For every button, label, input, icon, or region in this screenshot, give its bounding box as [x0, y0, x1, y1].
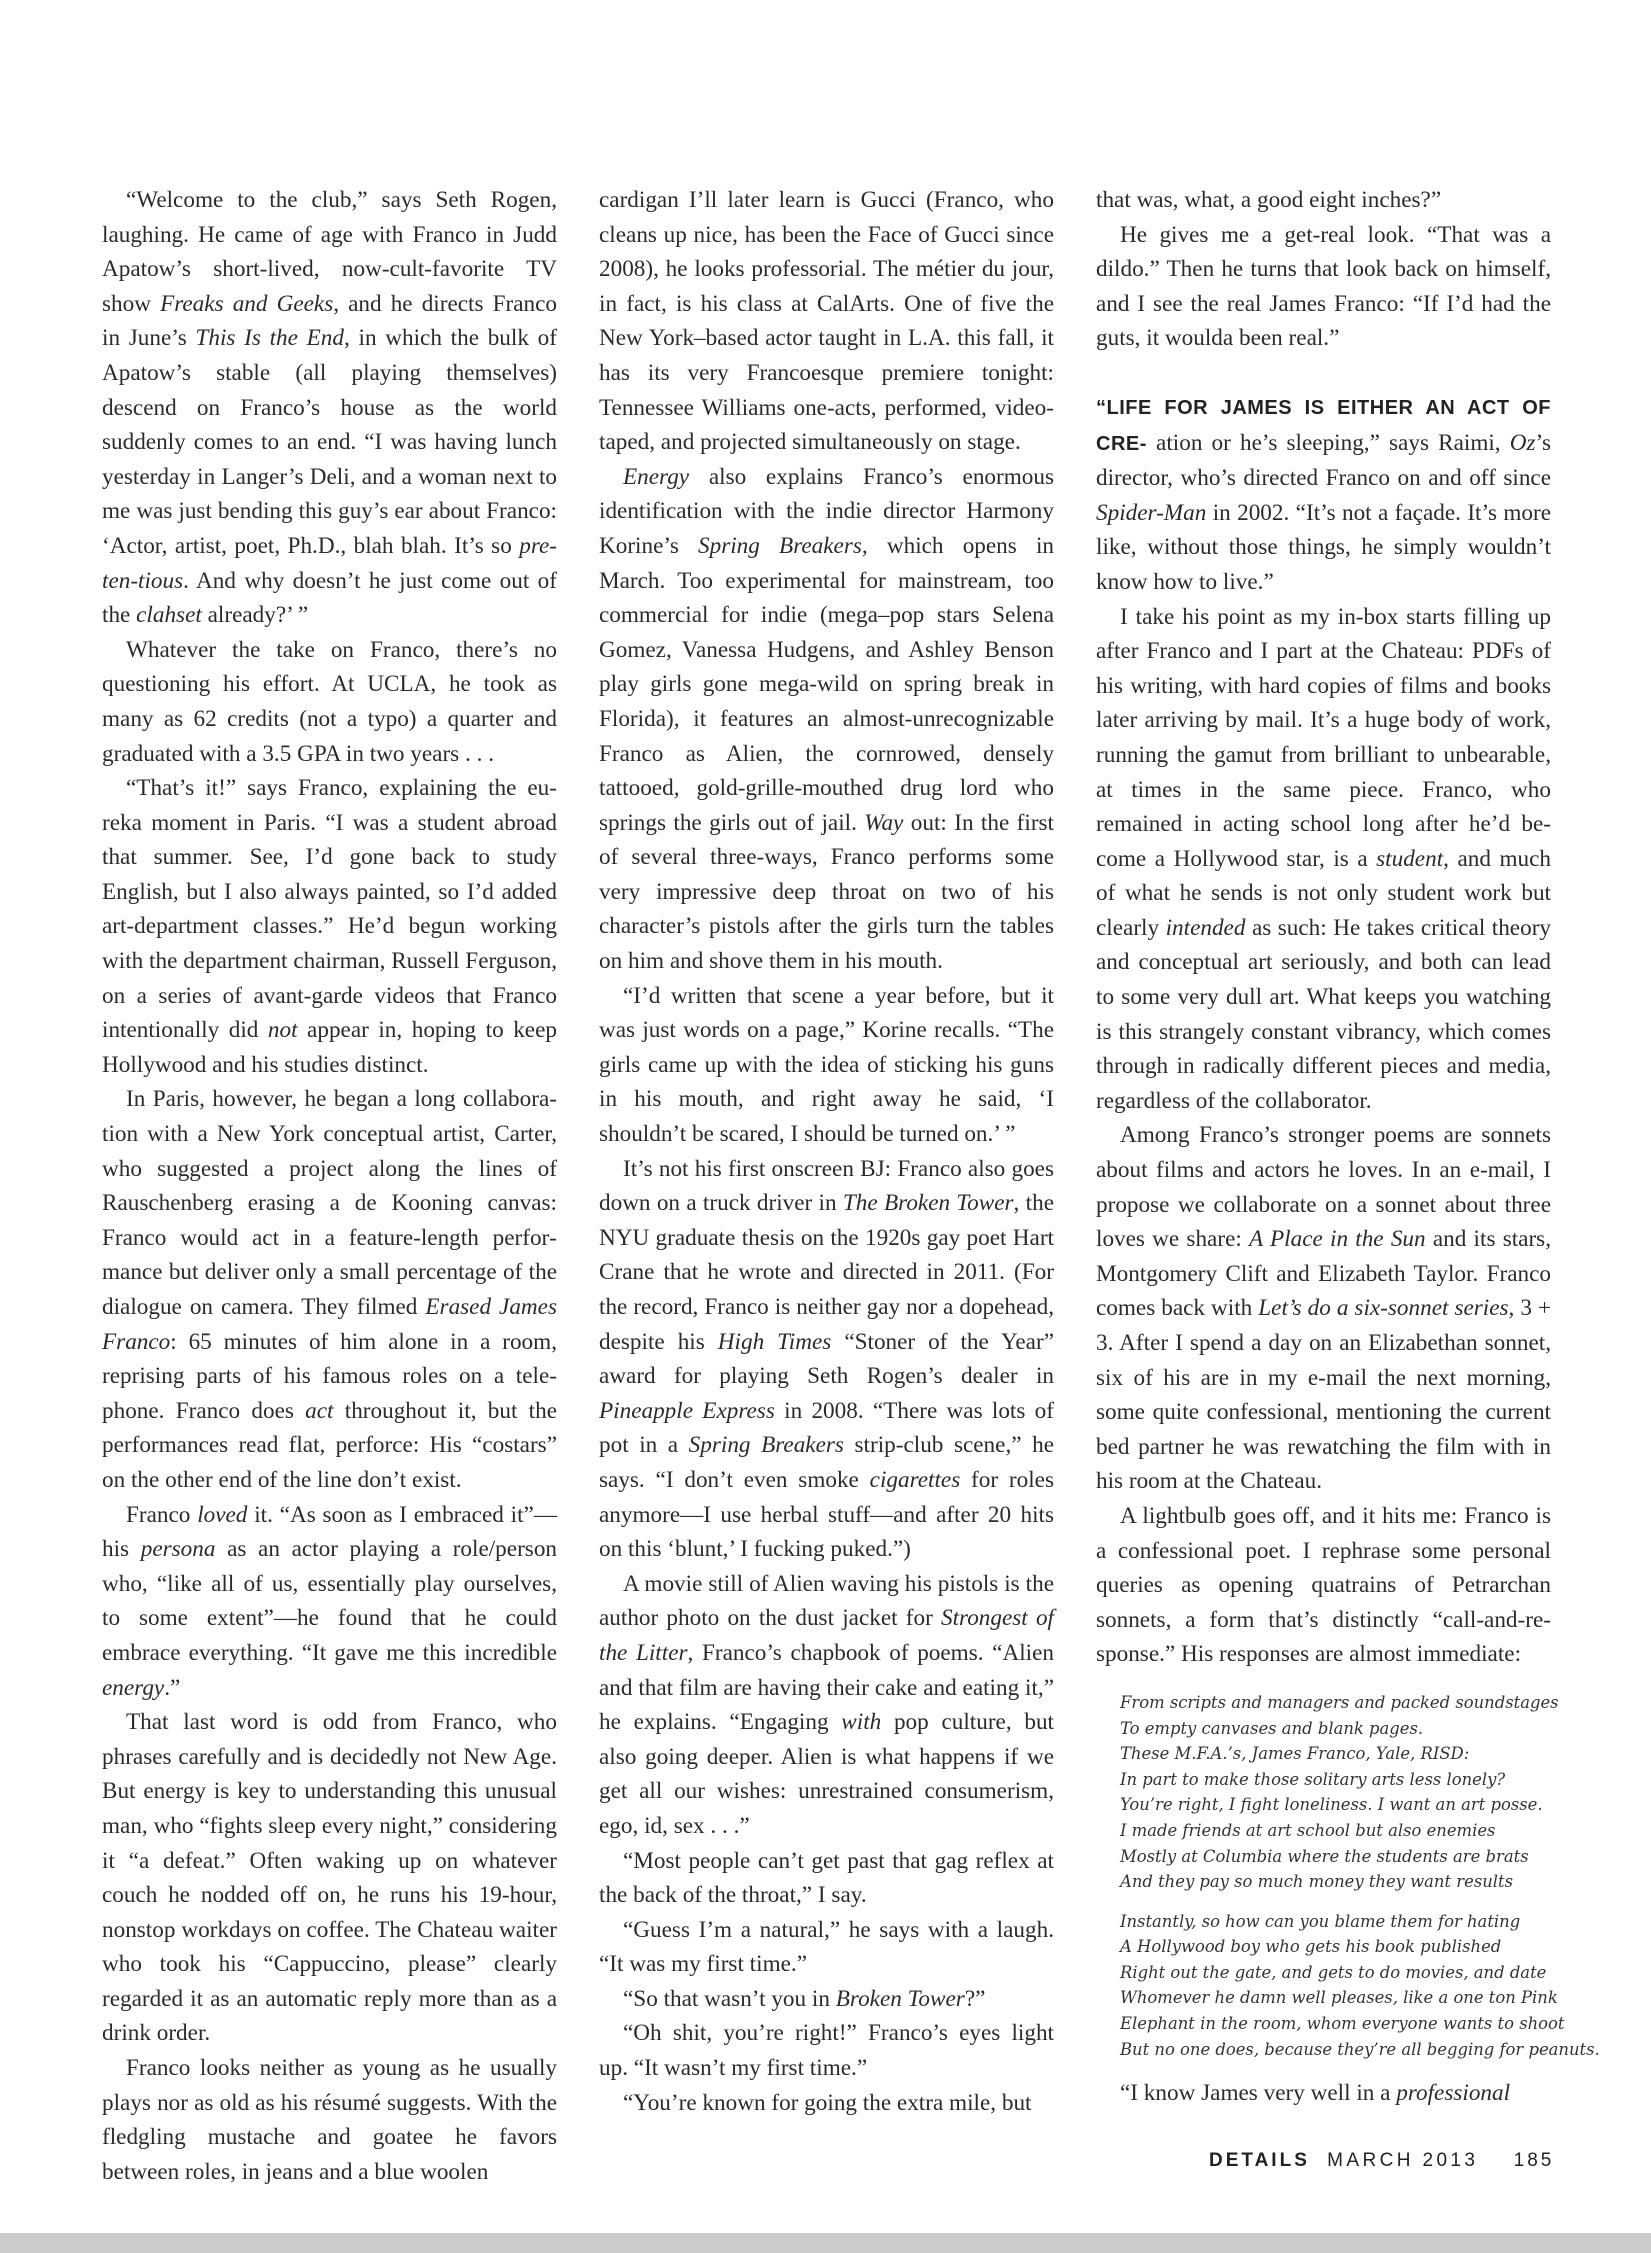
text-run: Franco [126, 1501, 198, 1528]
text-run: That last word is odd from Franco, who phrases carefully and is decidedly not New Age. But energy is key to understanding this unusual man, who “fights sleep every night,” considering it “a defeat.” Often waking up on whatever couch he nodded off on, he runs his 19-hour, nonstop workdays on coffee. The Chateau waiter who took his “Cappuccino, please” clearly regarded it as an automatic reply more than as a drink order. [102, 1709, 557, 2047]
article-column-1 [102, 183, 557, 2189]
article-paragraph [599, 2016, 1054, 2085]
article-paragraph [599, 1152, 1054, 1567]
text-run: “Guess I’m a natural,” he says with a laugh. “It was my first time.” [599, 1916, 1054, 1978]
text-run: .” [164, 1674, 181, 1701]
poem-line: From scripts and managers and packed soundstages [1120, 1692, 1559, 1712]
text-run: He gives me a get-real look. “That was a dildo.” Then he turns that look back on himself, and I see the real James Franco: “If I’d had the guts, it woulda been real.” [1096, 221, 1551, 352]
italic-text: A Place in the Sun [1249, 1226, 1426, 1253]
column-3-body [1096, 600, 1551, 1672]
article-paragraph [599, 979, 1054, 1152]
italic-text: Oz [1509, 429, 1536, 456]
text-run: which opens in March. Too experimental for mainstream, too commercial for indie (mega–pop stars Selena Gomez, Vanessa Hudgens, and Ashley Benson play girls gone mega-wild on spring break in Florida), it features an almost-unrecognizable Franco as Alien, the cornrowed, densely tattooed, gold-grille-mouthed drug lord who springs the girls out of jail. [599, 532, 1054, 836]
article-paragraph [102, 2051, 557, 2189]
italic-text: pre-ten-tious [102, 532, 557, 594]
italic-text: Spring Breakers [688, 1432, 844, 1459]
article-paragraph [1096, 1118, 1551, 1499]
text-run: “I’d written that scene a year before, but it was just words on a page,” Korine recalls. “The girls came up with the idea of sticking his guns in his mouth, and right away he said, ‘I shouldn’t be scared, I should be turned on.’ ” [599, 982, 1054, 1148]
article-column-3 [1096, 183, 1600, 2111]
italic-text: Erased James Franco [102, 1294, 557, 1355]
text-run: “That’s it!” says Franco, explaining the eureka moment in Paris. “I was a student abroad that summer. See, I’d gone back to study English, but I also always painted, so I’d added art-department classes.” He’d begun working with the department chairman, Russell Ferguson, on a series of avant-garde videos that Franco intentionally did [102, 775, 557, 1044]
text-run: in 2008. “There was lots of pot in a [599, 1397, 1054, 1459]
italic-text: Let’s do a six-sonnet series, [1258, 1295, 1515, 1322]
text-run: A movie still of Alien waving his pistols is the author photo on the dust jacket for [599, 1570, 1054, 1632]
poem-line: But no one does, because they’re all begging for peanuts. [1120, 2039, 1600, 2059]
article-paragraph [1096, 218, 1551, 356]
article-paragraph [599, 1982, 1054, 2017]
poem-line: And they pay so much money they want results [1120, 1872, 1514, 1892]
italic-text: Spring Breakers, [698, 532, 868, 559]
italic-text: Strongest of the Litter [599, 1605, 1054, 1666]
text-run: out: In the first of several three-ways, Franco performs some very impressive deep throat on two of his character’s pistols after the girls turn the tables on him and shove them in his mouth. [599, 809, 1055, 975]
text-run: for roles anymore—I use herbal stuff—and after 20 hits on this ‘blunt,’ I fucking puked.”) [599, 1466, 1054, 1563]
text-run: . And why doesn’t he just come out of the [102, 567, 557, 629]
article-paragraph [599, 460, 1054, 979]
text-run: in 2002. “It’s not a façade. It’s more like, without those things, he simply wouldn’t know how to live.” [1096, 499, 1551, 595]
poem-line: These M.F.A.’s, James Franco, Yale, RISD: [1120, 1744, 1470, 1764]
page-number: 185 [1513, 2150, 1555, 2171]
text-run: 3 + 3. After I spend a day on an Elizabethan sonnet, six of his are in my e-mail the next morning, some quite confessional, mentioning the current bed partner he was rewatching the film with in his room at the Chateau. [1096, 1295, 1552, 1495]
magazine-name: DETAILS [1209, 2150, 1310, 2171]
column-3-opening [1096, 183, 1551, 356]
italic-text: Freaks and Geeks [160, 290, 334, 317]
poem-line: Elephant in the room, whom everyone wants to shoot [1120, 2014, 1565, 2034]
italic-text: Broken Tower [835, 1985, 965, 2012]
text-run: also explains Franco’s enormous identification with the indie director Harmony Korine’s [599, 463, 1054, 559]
article-paragraph [102, 771, 557, 1082]
article-paragraph [599, 1913, 1054, 1982]
sonnet-excerpt [1120, 1690, 1600, 2062]
italic-text: clahset [136, 602, 202, 629]
italic-text: This Is the End [195, 325, 344, 352]
italic-text: persona [140, 1536, 216, 1563]
text-run: , in which the bulk of Apatow’s stable (all playing themselves) descend on Franco’s house as the world suddenly comes to an end. “I was having lunch yesterday in Langer’s Deli, and a woman next to me was just bending this guy’s ear about Franco: ‘Actor, artist, poet, Ph.D., blah blah. It’s so [102, 325, 557, 559]
italic-text: with [841, 1709, 882, 1736]
article-column-2 [599, 183, 1054, 2120]
text-run: “Most people can’t get past that gag reflex at the back of the throat,” I say. [599, 1847, 1054, 1909]
issue-date: MARCH 2013 [1327, 2150, 1479, 2171]
text-run: “You’re known for going the extra mile, but [623, 2089, 1032, 2116]
italic-text: High Times [717, 1328, 832, 1355]
text-run: as such: He takes critical theory and conceptual art seriously, and both can lead to some very dull art. What keeps you watching is this strangely constant vibrancy, which comes through in radically different pieces and media, regardless of the collaborator. [1096, 914, 1552, 1114]
poem-stanza [1120, 1909, 1600, 2063]
text-run: and its stars, Montgomery Clift and Elizabeth Taylor. Franco comes back with [1096, 1226, 1551, 1322]
text-run: “So that wasn’t you in [623, 1985, 836, 2012]
text-run: I take his point as my in-box starts filling up after Franco and I part at the Chateau: PDFs of his writing, with hard copies of films and books later arriving by mail. It’s a huge body of work, running the gamut from brilliant to unbearable, at times in the same piece. Franco, who remained in acting school long after he’d become a Hollywood star, is a [1096, 603, 1551, 872]
text-run: ?” [964, 1985, 986, 2012]
article-paragraph [599, 1567, 1054, 1844]
italic-text: energy [102, 1674, 165, 1701]
text-run: throughout it, but the performances read flat, perforce: His “costars” on the other end of the line don’t exist. [102, 1397, 557, 1493]
article-paragraph [102, 1082, 557, 1497]
closing-paragraph [1096, 2076, 1551, 2111]
italic-text: professional [1396, 2080, 1511, 2107]
text-run: It’s not his first onscreen BJ: Franco also goes down on a truck driver in [599, 1155, 1054, 1217]
italic-text: student [1376, 845, 1444, 872]
text-run: ation or he’s sleeping,” says Raimi, [1156, 429, 1510, 456]
text-run: as an actor playing a role/person who, “like all of us, essentially play ourselves, to some extent”—he found that he could embrace everything. “It gave me this incredible [102, 1536, 558, 1666]
article-paragraph [599, 2086, 1054, 2121]
text-run: In Paris, however, he began a long collaboration with a New York conceptual artist, Carter, who suggested a project along the lines of Rauschenberg erasing a de Kooning canvas: Franco would act in a feature-length performance but deliver only a small percentage of the dialogue on camera. They filmed [102, 1086, 557, 1320]
text-run: , Franco’s chapbook of poems. “Alien and that film are having their cake and eating it,” he explains. “Engaging [599, 1639, 1054, 1736]
article-paragraph [1096, 183, 1551, 218]
article-paragraph [599, 183, 1054, 460]
italic-text: cigarettes [869, 1466, 961, 1493]
article-paragraph [102, 633, 557, 771]
article-paragraph [1096, 1499, 1551, 1672]
text-run: cardigan I’ll later learn is Gucci (Franco, who cleans up nice, has been the Face of Gucci since 2008), he looks professorial. The métier du jour, in fact, is his class at CalArts. One of five the New York–based actor taught in L.A. this fall, it has its very Francoesque premiere tonight: Tennessee Williams one-acts, performed, videotaped, and projected simultaneously on stage. [599, 187, 1054, 456]
text-run: Franco looks neither as young as he usually plays nor as old as his résumé suggests. With the fledgling mustache and goatee he favors between roles, in jeans and a blue woolen [102, 2055, 557, 2185]
poem-stanza [1120, 1690, 1559, 1895]
text-run: A lightbulb goes off, and it hits me: Franco is a confessional poet. I rephrase some personal queries as opening quatrains of Petrarchan sonnets, a form that’s distinctly “call-and-response.” His responses are almost immediate: [1096, 1502, 1551, 1668]
text-run: ’s director, who’s directed Franco on and off since [1096, 429, 1551, 492]
poem-line: In part to make those solitary arts less lonely? [1120, 1769, 1506, 1789]
poem-line: Whomever he damn well pleases, like a one ton Pink [1120, 1988, 1558, 2008]
italic-text: intended [1165, 914, 1246, 941]
text-run: it. “As soon as I embraced it”—his [102, 1501, 558, 1563]
text-run: that was, what, a good eight inches?” [1096, 187, 1442, 213]
section-lead-body [1096, 430, 1551, 595]
poem-line: Mostly at Columbia where the students are brats [1120, 1846, 1529, 1866]
article-paragraph [102, 1705, 557, 2051]
text-run: Among Franco’s stronger poems are sonnets about films and actors he loves. In an e-mail, I propose we collaborate on a sonnet about three loves we share: [1096, 1122, 1551, 1253]
text-run: strip-club scene,” he says. “I don’t even smoke [599, 1432, 1054, 1493]
text-run: , and much of what he sends is not only student work but clearly [1096, 845, 1551, 941]
text-run: pop culture, but also going deeper. Alien is what happens if we get all our wishes: unrestrained consumerism, ego, id, sex . . .” [599, 1709, 1054, 1839]
text-run: “Stoner of the Year” award for playing Seth Rogen’s dealer in [599, 1328, 1054, 1390]
italic-text: Pineapple Express [599, 1397, 775, 1424]
italic-text: act [305, 1397, 334, 1424]
text-run: “Oh shit, you’re right!” Franco’s eyes light up. “It wasn’t my first time.” [599, 2020, 1054, 2082]
article-paragraph [1096, 600, 1551, 1119]
section-lead-in: “LIFE FOR JAMES IS EITHER AN ACT OF CRE- [1096, 396, 1551, 455]
text-run: , and he directs Franco in June’s [102, 290, 558, 352]
text-run: : 65 minutes of him alone in a room, reprising parts of his famous roles on a telephone. Franco does [102, 1328, 557, 1424]
poem-line: Instantly, so how can you blame them for hating [1120, 1911, 1521, 1931]
page-footer [1209, 2150, 1554, 2172]
text-run: “Welcome to the club,” says Seth Rogen, laughing. He came of age with Franco in Judd Apatow’s short-lived, now-cult-favorite TV show [102, 187, 557, 317]
article-paragraph [102, 1498, 557, 1706]
italic-text: Spider-Man [1096, 499, 1207, 526]
text-run: already?’ ” [201, 602, 309, 629]
italic-text: Energy [623, 463, 690, 490]
text-run: Whatever the take on Franco, there’s no questioning his effort. At UCLA, he took as many as 62 credits (not a typo) a quarter and graduated with a 3.5 GPA in two years . . . [102, 636, 557, 767]
text-run: “I know James very well in a [1120, 2080, 1397, 2107]
poem-line: A Hollywood boy who gets his book published [1120, 1937, 1502, 1957]
poem-line: Right out the gate, and gets to do movies, and date [1120, 1962, 1547, 1982]
italic-text: Way [864, 809, 904, 836]
italic-text: The Broken Tower [842, 1190, 1014, 1217]
italic-text: loved [197, 1501, 248, 1528]
italic-text: not [267, 1017, 298, 1044]
section-lead-paragraph [1096, 390, 1551, 600]
text-run: , the NYU graduate thesis on the 1920s gay poet Hart Crane that he wrote and directed in 2011. (For the record, Franco is neither gay nor a dopehead, despite his [599, 1190, 1054, 1355]
viewer-bottom-bar [0, 2233, 1651, 2253]
article-paragraph [102, 183, 557, 633]
poem-line: I made friends at art school but also enemies [1120, 1820, 1496, 1840]
poem-line: You’re right, I fight loneliness. I want an art posse. [1120, 1795, 1543, 1815]
article-paragraph [599, 1844, 1054, 1913]
poem-line: To empty canvases and blank pages. [1120, 1718, 1424, 1738]
text-run: appear in, hoping to keep Hollywood and his studies distinct. [102, 1017, 557, 1078]
